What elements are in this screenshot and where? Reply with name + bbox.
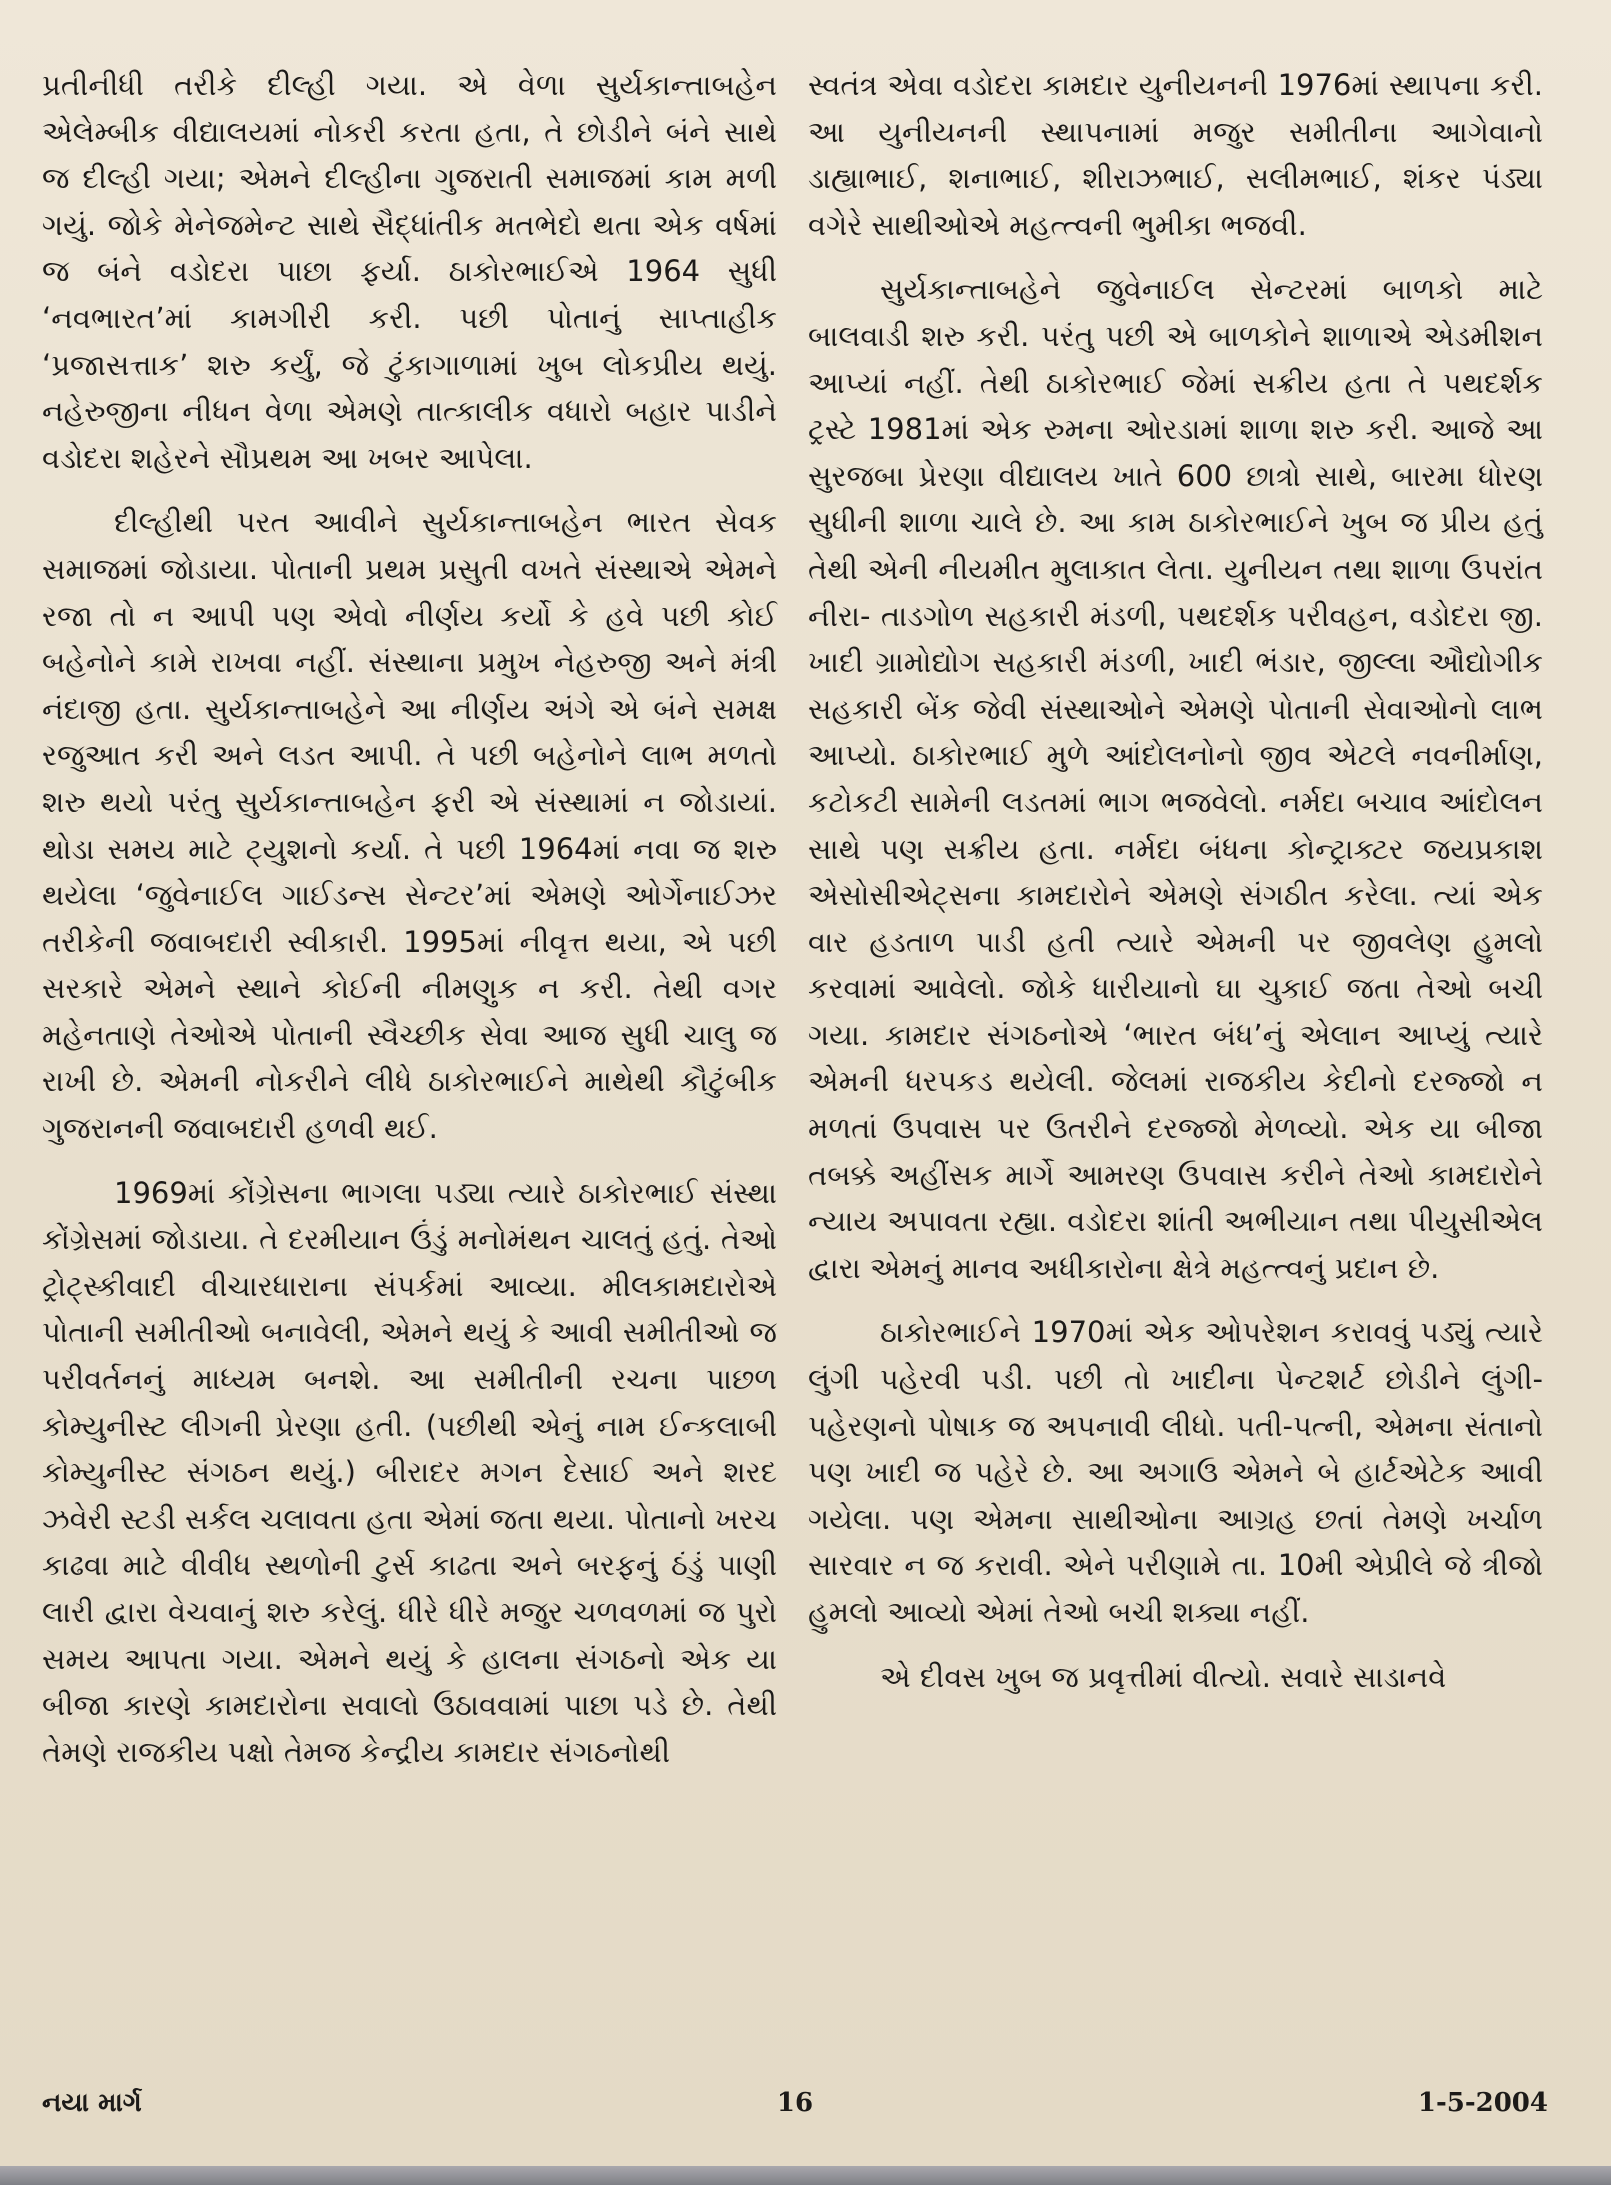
magazine-name: નયા માર્ગ	[42, 2088, 142, 2118]
page-number: 16	[776, 2088, 814, 2118]
paragraph: એ દીવસ ખુબ જ પ્રવૃત્તીમાં વીત્યો. સવારે સાડાનવે	[880, 1659, 1447, 1694]
issue-date: 1-5-2004	[1417, 2088, 1548, 2118]
scan-edge	[0, 2166, 1611, 2185]
paragraph: દીલ્હીથી પરત આવીને સુર્યકાન્તાબહેન ભારત સેવક સમાજમાં જોડાયા. પોતાની પ્રથમ પ્રસુતી વખતે સંસ્થાએ એમને રજા તો ન આપી પણ એવો નીર્ણય કર્યો કે હવે પછી કોઈ બહેનોને કામે રાખવા નહીં. સંસ્થાના પ્રમુખ નેહરુજી અને મંત્રી નંદાજી હતા. સુર્યકાન્તાબહેને આ નીર્ણય અંગે એ બંને સમક્ષ રજુઆત કરી અને લડત આપી. તે પછી બહેનોને લાભ મળતો શરુ થયો પરંતુ સુર્યકાન્તાબહેન ફરી એ સંસ્થામાં ન જોડાયાં. થોડા સમય માટે ટ્યુશનો કર્યા. તે પછી 1964માં નવા જ શરુ થયેલા ‘જુવેનાઈલ ગાઈડન્સ સેન્ટર’માં એમણે ઓર્ગેનાઈઝર તરીકેની જવાબદારી સ્વીકારી. 1995માં નીવૃત્ત થયા, એ પછી સરકારે એમને સ્થાને કોઈની નીમણુક ન કરી. તેથી વગર મહેનતાણે તેઓએ પોતાની સ્વૈચ્છીક સેવા આજ સુધી ચાલુ જ રાખી છે. એમની નોકરીને લીધે ઠાકોરભાઈને માથેથી કૌટુંબીક ગુજરાનની જવાબદારી હળવી થઈ.	[42, 505, 777, 1146]
left-column	[42, 62, 777, 1793]
paragraph: સ્વતંત્ર એવા વડોદરા કામદાર યુનીયનની 1976માં સ્થાપના કરી. આ યુનીયનની સ્થાપનામાં મજુર સમીતીના આગેવાનો ડાહ્યાભાઈ, શનાભાઈ, શીરાઝભાઈ, સલીમભાઈ, શંકર પંડ્યા વગેરે સાથીઓએ મહત્ત્વની ભુમીકા ભજવી.	[808, 68, 1543, 242]
paragraph: 1969માં કોંગ્રેસના ભાગલા પડ્યા ત્યારે ઠાકોરભાઈ સંસ્થા કોંગ્રેસમાં જોડાયા. તે દરમીયાન ઉંડું મનોમંથન ચાલતું હતું. તેઓ ટ્રોટ્સ્કીવાદી વીચારધારાના સંપર્કમાં આવ્યા. મીલકામદારોએ પોતાની સમીતીઓ બનાવેલી, એમને થયું કે આવી સમીતીઓ જ પરીવર્તનનું માધ્યમ બનશે. આ સમીતીની રચના પાછળ કોમ્યુનીસ્ટ લીગની પ્રેરણા હતી. (પછીથી એનું નામ ઈન્કલાબી કોમ્યુનીસ્ટ સંગઠન થયું.) બીરાદર મગન દેસાઈ અને શરદ ઝવેરી સ્ટડી સર્કલ ચલાવતા હતા એમાં જતા થયા. પોતાનો ખરચ કાઢવા માટે વીવીધ સ્થળોની ટુર્સ કાઢતા અને બરફનું ઠંડું પાણી લારી દ્વારા વેચવાનું શરુ કરેલું. ધીરે ધીરે મજુર ચળવળમાં જ પુરો સમય આપતા ગયા. એમને થયું કે હાલના સંગઠનો એક યા બીજા કારણે કામદારોના સવાલો ઉઠાવવામાં પાછા પડે છે. તેથી તેમણે રાજકીય પક્ષો તેમજ કેન્દ્રીય કામદાર સંગઠનોથી	[42, 1175, 777, 1769]
right-column	[808, 62, 1543, 1718]
page-footer	[42, 2088, 1548, 2128]
paragraph: ઠાકોરભાઈને 1970માં એક ઓપરેશન કરાવવું પડ્યું ત્યારે લુંગી પહેરવી પડી. પછી તો ખાદીના પેન્ટશર્ટ છોડીને લુંગી-પહેરણનો પોષાક જ અપનાવી લીધો. પતી-પત્ની, એમના સંતાનો પણ ખાદી જ પહેરે છે. આ અગાઉ એમને બે હાર્ટએટેક આવી ગયેલા. પણ એમના સાથીઓના આગ્રહ છતાં તેમણે ખર્ચાળ સારવાર ન જ કરાવી. એને પરીણામે તા. 10મી એપ્રીલે જે ત્રીજો હુમલો આવ્યો એમાં તેઓ બચી શક્યા નહીં.	[808, 1315, 1543, 1629]
paragraph: સુર્યકાન્તાબહેને જુવેનાઈલ સેન્ટરમાં બાળકો માટે બાલવાડી શરુ કરી. પરંતુ પછી એ બાળકોને શાળાએ એડમીશન આપ્યાં નહીં. તેથી ઠાકોરભાઈ જેમાં સક્રીય હતા તે પથદર્શક ટ્રસ્ટે 1981માં એક રુમના ઓરડામાં શાળા શરુ કરી. આજે આ સુરજબા પ્રેરણા વીદ્યાલય ખાતે 600 છાત્રો સાથે, બારમા ધોરણ સુધીની શાળા ચાલે છે. આ કામ ઠાકોરભાઈને ખુબ જ પ્રીય હતું તેથી એની નીયમીત મુલાકાત લેતા. યુનીયન તથા શાળા ઉપરાંત નીરા- તાડગોળ સહકારી મંડળી, પથદર્શક પરીવહન, વડોદરા જી. ખાદી ગ્રામોદ્યોગ સહકારી મંડળી, ખાદી ભંડાર, જીલ્લા ઔદ્યોગીક સહકારી બેંક જેવી સંસ્થાઓને એમણે પોતાની સેવાઓનો લાભ આપ્યો. ઠાકોરભાઈ મુળે આંદોલનોનો જીવ એટલે નવનીર્માણ, કટોકટી સામેની લડતમાં ભાગ ભજવેલો. નર્મદા બચાવ આંદોલન સાથે પણ સક્રીય હતા. નર્મદા બંધના કોન્ટ્રાક્ટર જયપ્રકાશ એસોસીએટ્સના કામદારોને એમણે સંગઠીત કરેલા. ત્યાં એક વાર હડતાળ પાડી હતી ત્યારે એમની પર જીવલેણ હુમલો કરવામાં આવેલો. જોકે ધારીયાનો ઘા ચુકાઈ જતા તેઓ બચી ગયા. કામદાર સંગઠનોએ ‘ભારત બંધ’નું એલાન આપ્યું ત્યારે એમની ધરપકડ થયેલી. જેલમાં રાજકીય કેદીનો દરજ્જો ન મળતાં ઉપવાસ પર ઉતરીને દરજ્જો મેળવ્યો. એક યા બીજા તબક્કે અહીંસક માર્ગે આમરણ ઉપવાસ કરીને તેઓ કામદારોને ન્યાય અપાવતા રહ્યા. વડોદરા શાંતી અભીયાન તથા પીયુસીએલ દ્વારા એમનું માનવ અધીકારોના ક્ષેત્રે મહત્ત્વનું પ્રદાન છે.	[808, 272, 1543, 1285]
paragraph: પ્રતીનીધી તરીકે દીલ્હી ગયા. એ વેળા સુર્યકાન્તાબહેન એલેમ્બીક વીદ્યાલયમાં નોકરી કરતા હતા, તે છોડીને બંને સાથે જ દીલ્હી ગયા; એમને દીલ્હીના ગુજરાતી સમાજમાં કામ મળી ગયું. જોકે મેનેજમેન્ટ સાથે સૈદ્ધાંતીક મતભેદો થતા એક વર્ષમાં જ બંને વડોદરા પાછા ફર્યા. ઠાકોરભાઈએ 1964 સુધી ‘નવભારત’માં કામગીરી કરી. પછી પોતાનું સાપ્તાહીક ‘પ્રજાસત્તાક’ શરુ કર્યું, જે ટુંકાગાળામાં ખુબ લોકપ્રીય થયું. નહેરુજીના નીધન વેળા એમણે તાત્કાલીક વધારો બહાર પાડીને વડોદરા શહેરને સૌપ્રથમ આ ખબર આપેલા.	[42, 68, 777, 475]
